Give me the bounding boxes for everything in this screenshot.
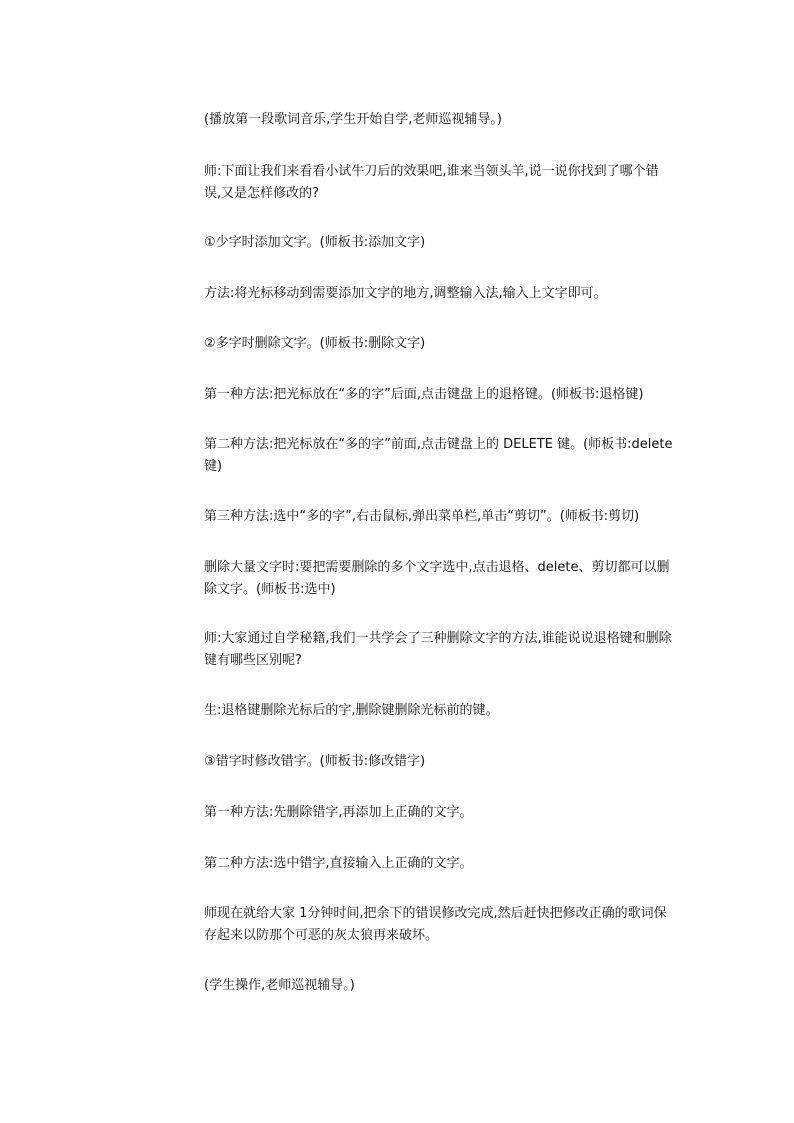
paragraph-student-answer: 生:退格键删除光标后的字,删除键删除光标前的键。: [204, 703, 499, 718]
paragraph-delete-text-heading: ②多字时删除文字。(师板书:删除文字): [204, 336, 426, 351]
paragraph-fix-typo-method-2: 第二种方法:选中错字,直接输入上正确的文字。: [204, 856, 473, 871]
paragraph-delete-method-3: 第三种方法:选中“多的字”,右击鼠标,弹出菜单栏,单击“剪切”。(师板书:剪切): [204, 509, 640, 524]
paragraph-delete-bulk: 删除大量文字时:要把需要删除的多个文字选中,点击退格、delete、剪切都可以删除文字。(师板书:选中): [204, 560, 670, 597]
paragraph-fix-typo-method-1: 第一种方法:先删除错字,再添加上正确的文字。: [204, 805, 473, 820]
paragraph-stage-direction-2: (学生操作,老师巡视辅导。): [204, 978, 355, 993]
paragraph-add-text-method: 方法:将光标移动到需要添加文字的地方,调整输入法,输入上文字即可。: [204, 286, 607, 301]
paragraph-add-text-heading: ①少字时添加文字。(师板书:添加文字): [204, 235, 426, 250]
paragraph-teacher-instruction: 师现在就给大家 1分钟时间,把余下的错误修改完成,然后赶快把修改正确的歌词保存起来以防那个可恶的灰太狼再来破坏。: [204, 906, 667, 943]
paragraph-teacher-summary: 师:大家通过自学秘籍,我们一共学会了三种删除文字的方法,谁能说说退格键和删除键有哪些区别呢?: [204, 631, 672, 668]
paragraph-stage-direction-1: (播放第一段歌词音乐,学生开始自学,老师巡视辅导。): [204, 112, 502, 127]
paragraph-delete-method-1: 第一种方法:把光标放在“多的字”后面,点击键盘上的退格键。(师板书:退格键): [204, 387, 644, 402]
paragraph-delete-method-2: 第二种方法:把光标放在“多的字”前面,点击键盘上的 DELETE 键。(师板书:delete 键): [204, 437, 673, 474]
paragraph-teacher-question: 师:下面让我们来看看小试牛刀后的效果吧,谁来当领头羊,说一说你找到了哪个错误,又是怎样修改的?: [204, 164, 659, 201]
paragraph-fix-typo-heading: ③错字时修改错字。(师板书:修改错字): [204, 754, 426, 769]
